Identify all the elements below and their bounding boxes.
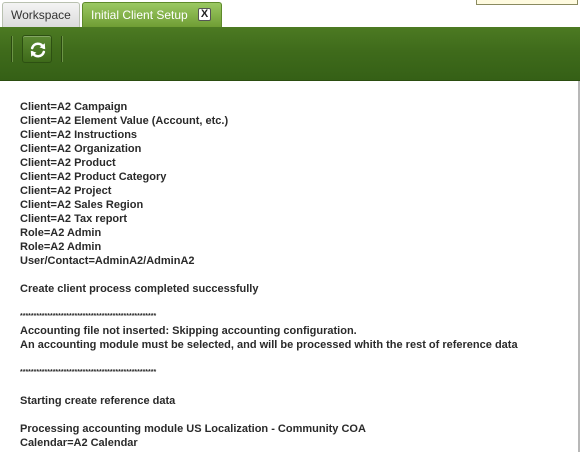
log-line: Client=A2 Campaign <box>20 101 128 113</box>
log-line: Calendar=A2 Calendar <box>20 437 138 449</box>
process-log <box>20 100 570 450</box>
log-line: Role=A2 Admin <box>20 241 102 253</box>
log-line: Role=A2 Admin <box>20 227 102 239</box>
log-blank-line <box>20 380 570 394</box>
log-blank-line <box>20 268 570 282</box>
refresh-icon <box>28 40 48 60</box>
toolbar-separator <box>61 36 62 62</box>
log-line: Client=A2 Sales Region <box>20 199 144 211</box>
log-line: Starting create reference data <box>20 395 176 407</box>
log-blank-line <box>20 408 570 422</box>
toolbar <box>0 27 580 81</box>
tab-initial-client-setup[interactable] <box>82 2 222 27</box>
log-line: Client=A2 Instructions <box>20 129 138 141</box>
close-tab-icon[interactable]: X <box>198 8 211 21</box>
log-line: Client=A2 Product Category <box>20 171 167 183</box>
toolbar-separator <box>11 36 12 62</box>
process-log-panel <box>0 81 580 452</box>
log-line: Client=A2 Tax report <box>20 213 128 225</box>
tab-bar <box>0 0 580 28</box>
log-line: Client=A2 Project <box>20 185 112 197</box>
log-line: User/Contact=AdminA2/AdminA2 <box>20 255 195 267</box>
log-line: Create client process completed successfully <box>20 283 259 295</box>
log-line: Client=A2 Product <box>20 157 116 169</box>
log-blank-line <box>20 296 570 310</box>
log-line: Processing accounting module US Localization - Community COA <box>20 423 366 435</box>
log-line: Client=A2 Organization <box>20 143 142 155</box>
log-separator-line: ************************************************** <box>20 369 157 376</box>
tab-initial-client-setup-label: Initial Client Setup <box>91 8 188 22</box>
tab-workspace-label: Workspace <box>11 8 71 22</box>
log-blank-line <box>20 352 570 366</box>
header-corner-panel <box>476 0 578 5</box>
log-line: Client=A2 Element Value (Account, etc.) <box>20 115 229 127</box>
tab-workspace[interactable] <box>2 2 80 27</box>
log-line: Accounting file not inserted: Skipping accounting configuration. <box>20 325 357 337</box>
log-separator-line: ************************************************** <box>20 313 157 320</box>
refresh-button[interactable] <box>22 35 52 63</box>
log-line: An accounting module must be selected, and will be processed whith the rest of reference data <box>20 339 518 351</box>
